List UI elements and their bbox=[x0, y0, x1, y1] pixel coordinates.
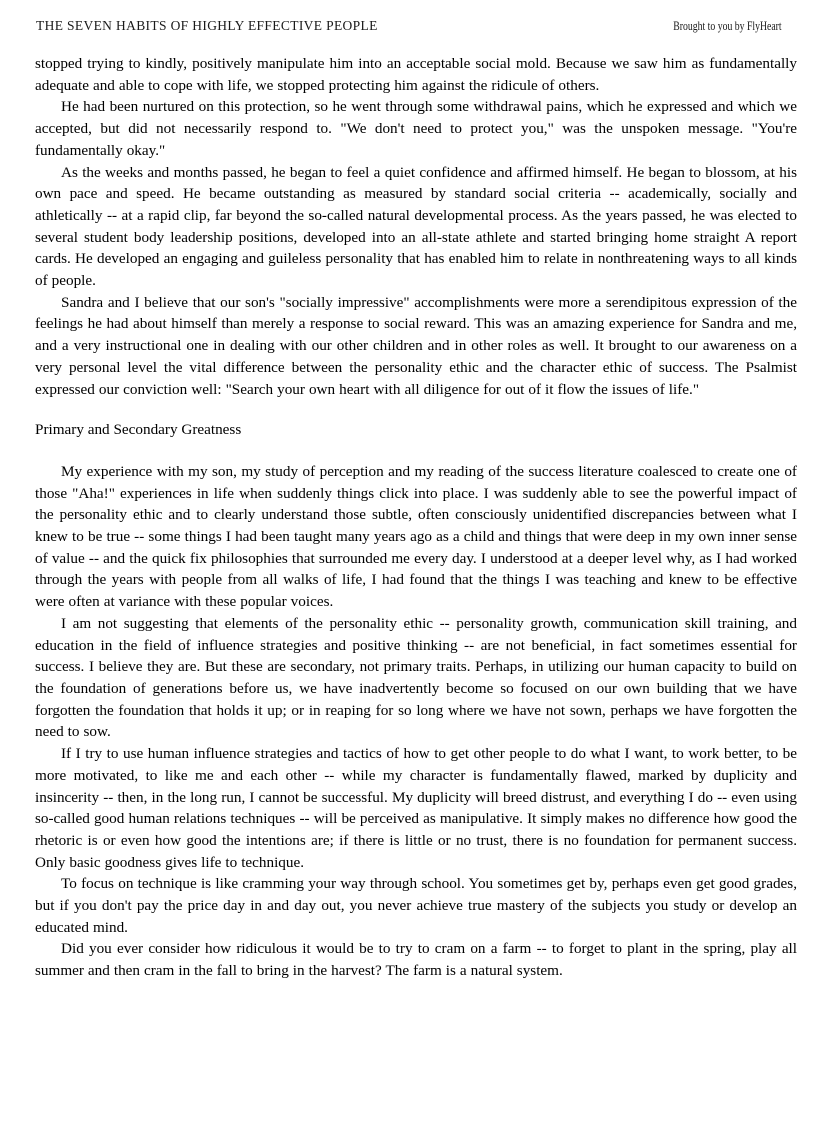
paragraph-8: To focus on technique is like cramming your way through school. You sometimes get by, perhaps even get good grades, but if you don't pay the price day in and day out, you never achieve true mastery of the subjects you study or develop an educated mind. bbox=[35, 875, 797, 936]
header-credit-line: Brought to you by FlyHeart bbox=[673, 19, 782, 33]
paragraph-3: As the weeks and months passed, he began to feel a quiet confidence and affirmed himself. He began to blossom, at his own pace and speed. He became outstanding as measured by standard social criteria -- academically, socially and athletically -- at a rapid clip, far beyond the so-called natural developmental process. As the years passed, he was elected to several student body leadership positions, developed into an all-state athlete and started bringing home straight A report cards. He developed an engaging and guileless personality that has enabled him to relate in nonthreatening ways to all kinds of people. bbox=[35, 163, 797, 290]
header-book-title: THE SEVEN HABITS OF HIGHLY EFFECTIVE PEOPLE bbox=[36, 18, 378, 33]
paragraph-4: Sandra and I believe that our son's "socially impressive" accomplishments were more a serendipitous expression of the feelings he had about himself than merely a response to social reward. This was an amazing experience for Sandra and me, and a very instructional one in dealing with our other children and in other roles as well. It brought to our awareness on a very personal level the vital difference between the personality ethic and the character ethic of success. The Psalmist expressed our conviction well: "Search your own heart with all diligence for out of it flow the issues of life." bbox=[35, 293, 797, 398]
paragraph-5: My experience with my son, my study of perception and my reading of the success literature coalesced to create one of those "Aha!" experiences in life when suddenly things click into place. I was suddenly able to see the powerful impact of the personality ethic and to clearly understand those subtle, often consciously unidentified discrepancies between what I knew to be true -- some things I had been taught many years ago as a child and things that were deep in my own inner sense of value -- and the quick fix philosophies that surrounded me every day. I understood at a deeper level why, as I had worked through the years with people from all walks of life, I had found that the things I was teaching and knew to be effective were often at variance with these popular voices. bbox=[35, 462, 797, 611]
document-body bbox=[35, 53, 797, 982]
heading-spacer-top bbox=[35, 400, 797, 419]
heading-spacer-bottom bbox=[35, 441, 797, 461]
paragraph-2: He had been nurtured on this protection, so he went through some withdrawal pains, which he expressed and which we accepted, but did not necessarily respond to. "We don't need to protect you," was the unspoken message. "You're fundamentally okay." bbox=[35, 98, 797, 159]
paragraph-6: I am not suggesting that elements of the personality ethic -- personality growth, communication skill training, and education in the field of influence strategies and positive thinking -- are not beneficial, in fact sometimes essential for success. I believe they are. But these are secondary, not primary traits. Perhaps, in utilizing our human capacity to build on the foundation of generations before us, we have inadvertently become so focused on our own building that we have forgotten the foundation that holds it up; or in reaping for so long where we have not sown, perhaps we have forgotten the need to sow. bbox=[35, 614, 797, 741]
running-header bbox=[36, 18, 797, 38]
paragraph-9: Did you ever consider how ridiculous it would be to try to cram on a farm -- to forget to plant in the spring, play all summer and then cram in the fall to bring in the harvest? The farm is a natural system. bbox=[35, 940, 797, 980]
section-heading-primary-secondary-greatness: Primary and Secondary Greatness bbox=[35, 421, 242, 439]
paragraph-7: If I try to use human influence strategies and tactics of how to get other people to do what I want, to work better, to be more motivated, to like me and each other -- while my character is fundamentally flawed, marked by duplicity and insincerity -- then, in the long run, I cannot be successful. My duplicity will breed distrust, and everything I do -- even using so-called good human relations techniques -- will be perceived as manipulative. It simply makes no difference how good the rhetoric is or even how good the intentions are; if there is little or no trust, there is no foundation for permanent success. Only basic goodness gives life to technique. bbox=[35, 745, 797, 871]
paragraph-1: stopped trying to kindly, positively manipulate him into an acceptable social mold. Because we saw him as fundamentally adequate and able to cope with life, we stopped protecting him against the ridicule of others. bbox=[35, 55, 797, 94]
